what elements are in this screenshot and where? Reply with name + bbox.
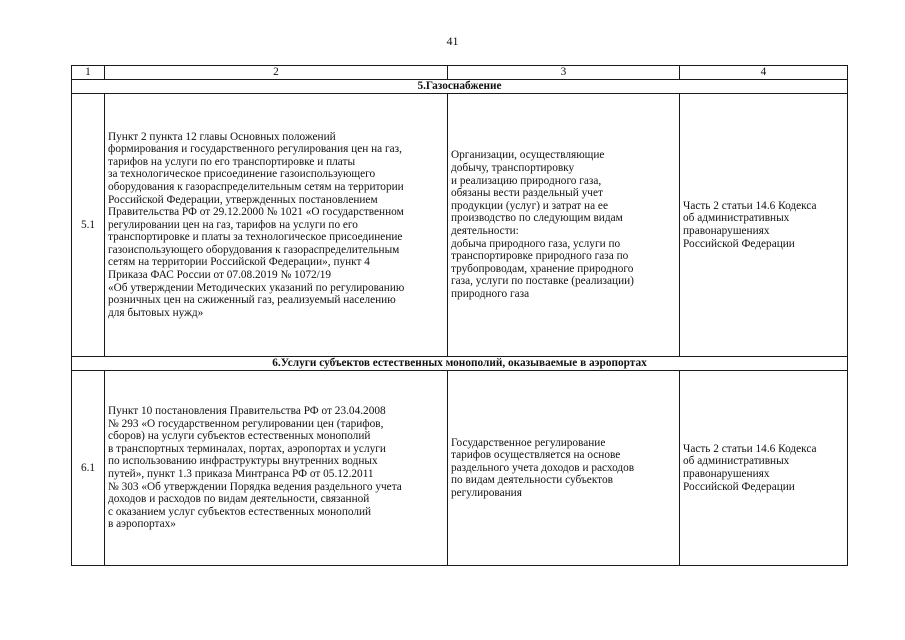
legal-basis-cell xyxy=(105,94,448,357)
table-row xyxy=(72,371,848,566)
row-number: 5.1 xyxy=(72,94,105,357)
requirement-text: Государственное регулирование тарифов осуществляется на основе раздельного учета доходов и расходов по видам деятельности субъектов регулирования xyxy=(451,436,635,499)
section-header-row xyxy=(72,357,848,371)
row-number: 6.1 xyxy=(72,371,105,566)
requirement-text: Организации, осуществляющие добычу, транспортировку и реализацию природного газа, обязаны вести раздельный учет продукции (услуг) и затрат на ее производство по следующим видам деятельности: добыча природного газа, услуги по транспортировке природного газа по трубопроводам, хранение природного газа, услуги по поставке (реализации) природного газа xyxy=(451,149,634,300)
section-title-airport-services: 6.Услуги субъектов естественных монополий, оказываемые в аэропортах xyxy=(72,357,848,371)
table-row xyxy=(72,94,848,357)
table-header-row xyxy=(72,66,848,80)
penalty-cell xyxy=(680,371,848,566)
legal-basis-cell xyxy=(105,371,448,566)
requirement-cell xyxy=(448,371,680,566)
section-title-gas-supply: 5.Газоснабжение xyxy=(72,80,848,94)
column-header-1: 1 xyxy=(72,66,105,80)
column-header-4: 4 xyxy=(680,66,848,80)
penalty-text: Часть 2 статьи 14.6 Кодекса об административных правонарушениях Российской Федерации xyxy=(683,199,817,250)
penalty-cell xyxy=(680,94,848,357)
legal-basis-text: Пункт 2 пункта 12 главы Основных положений формирования и государственного регулирования цен на газ, тарифов на услуги по его транспортировке и платы за технологическое присоединение газоиспользующего оборудования к газораспределительным сетям на территории Российской Федерации, утвержденных постановлением Правительства РФ от 29.12.2000 № 1021 «О государственном регулировании цен на газ, тарифов на услуги по его транспортировке и платы за технологическое присоединение газоиспользующего оборудования к газораспределительным сетям на территории Российской Федерации», пункт 4 Приказа ФАС России от 07.08.2019 № 1072/19 «Об утверждении Методических указаний по регулированию розничных цен на сжиженный газ, реализуемый населению для бытовых нужд» xyxy=(108,130,405,319)
legal-basis-text: Пункт 10 постановления Правительства РФ от 23.04.2008 № 293 «О государственном регулировании цен (тарифов, сборов) на услуги субъектов естественных монополий в транспортных терминалах, портах, аэропортах и услуги по использованию инфраструктуры внутренних водных путей», пункт 1.3 приказа Минтранса РФ от 05.12.2011 № 303 «Об утверждении Порядка ведения раздельного учета доходов и расходов по видам деятельности, связанной с оказанием услуг субъектов естественных монополий в аэропортах» xyxy=(108,405,402,531)
penalty-text: Часть 2 статьи 14.6 Кодекса об административных правонарушениях Российской Федерации xyxy=(683,442,817,493)
page-number: 41 xyxy=(446,34,459,48)
column-header-3: 3 xyxy=(448,66,680,80)
section-header-row xyxy=(72,80,848,94)
regulation-table xyxy=(71,65,848,566)
requirement-cell xyxy=(448,94,680,357)
column-header-2: 2 xyxy=(105,66,448,80)
